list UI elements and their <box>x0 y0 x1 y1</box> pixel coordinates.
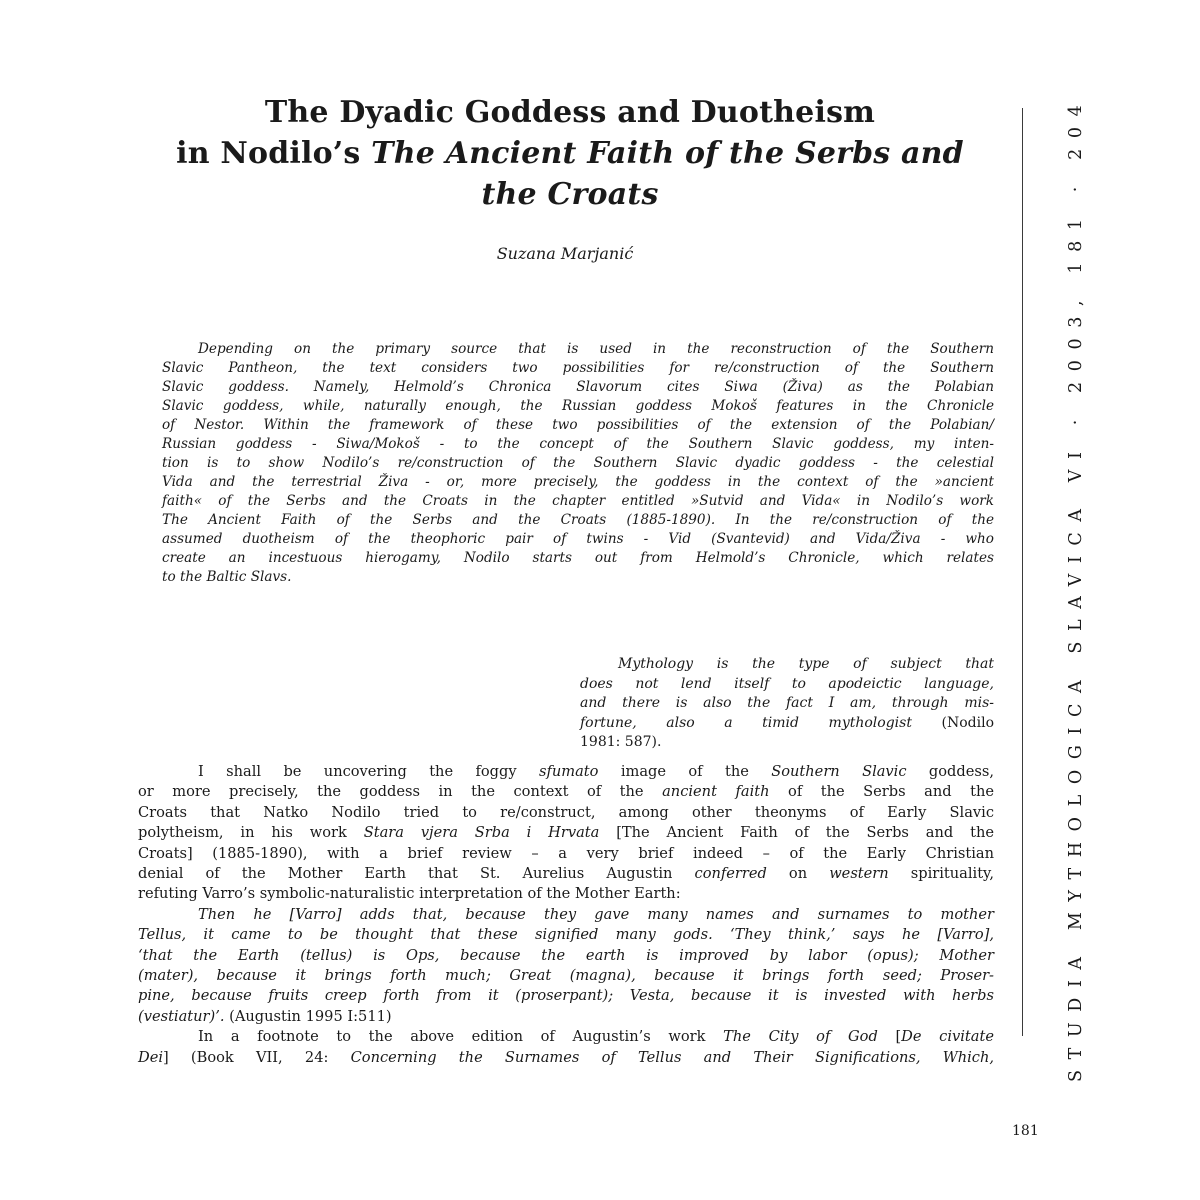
margin-rule <box>1022 108 1023 1036</box>
epigraph-citation: 1981: 587). <box>580 734 662 751</box>
quote-line: Tellus, it came to be thought that these signified many gods. ‘They think,’ says he [Varro], <box>138 926 994 944</box>
abstract-line: Depending on the primary source that is used in the reconstruction of the Southern <box>198 341 994 357</box>
abstract-line: Vida and the terrestrial Živa - or, more precisely, the goddess in the context of the »ancient <box>162 474 994 490</box>
abstract-line: to the Baltic Slavs. <box>162 569 292 585</box>
abstract-line: Slavic goddess, while, naturally enough, the Russian goddess Mokoš features in the Chronicle <box>162 398 994 414</box>
abstract-line: Russian goddess - Siwa/Mokoš - to the concept of the Southern Slavic goddess, my inten- <box>162 436 994 452</box>
quote-line: ‘that the Earth (tellus) is Ops, because the earth is improved by labor (opus); Mother <box>138 946 994 964</box>
abstract-line: Slavic Pantheon, the text considers two possibilities for re/construction of the Southern <box>162 360 994 376</box>
body-line: polytheism, in his work Stara vjera Srba i Hrvata [The Ancient Faith of the Serbs and the <box>138 824 994 842</box>
epigraph-line: and there is also the fact I am, through mis- <box>580 695 994 712</box>
quote-line: Then he [Varro] adds that, because they gave many names and surnames to mother <box>198 905 994 923</box>
body-line: Croats] (1885-1890), with a brief review – a very brief indeed – of the Early Christian <box>138 844 994 862</box>
page-number: 181 <box>1012 1123 1039 1139</box>
body-line: Croats that Natko Nodilo tried to re/construct, among other theonyms of Early Slavic <box>138 803 994 821</box>
body-line: or more precisely, the goddess in the context of the ancient faith of the Serbs and the <box>138 783 995 801</box>
journal-label: STUDIA MYTHOLOGICA SLAVICA VI · 2003, 181 · 204 <box>1066 98 1086 1082</box>
abstract-line: assumed duotheism of the theophoric pair of twins - Vid (Svantevid) and Vida/Živa - who <box>162 531 994 547</box>
epigraph-line: does not lend itself to apodeictic language, <box>580 675 994 692</box>
abstract-line: The Ancient Faith of the Serbs and the Croats (1885-1890). In the re/construction of the <box>162 512 994 528</box>
abstract-line: faith« of the Serbs and the Croats in the chapter entitled »Sutvid and Vida« in Nodilo’s work <box>162 493 994 509</box>
body-line: Dei] (Book VII, 24: Concerning the Surnames of Tellus and Their Significations, Which, <box>138 1048 995 1066</box>
epigraph <box>580 655 994 753</box>
quote-line: (mater), because it brings forth much; Great (magna), because it brings forth seed; Proser- <box>138 967 994 985</box>
epigraph-line: fortune, also a timid mythologist (Nodilo <box>580 714 994 731</box>
abstract-line: create an incestuous hierogamy, Nodilo starts out from Helmold’s Chronicle, which relates <box>162 550 994 566</box>
title-line-1: The Dyadic Goddess and Duotheism <box>264 95 876 130</box>
body-line: I shall be uncovering the foggy sfumato image of the Southern Slavic goddess, <box>198 763 994 780</box>
author-name: Suzana Marjanić <box>496 244 634 263</box>
article-title <box>150 92 990 215</box>
quote-line: pine, because fruits creep forth from it (proserpant); Vesta, because it is invested with herbs <box>138 987 994 1005</box>
title-line-2: in Nodilo’s The Ancient Faith of the Serbs and <box>176 136 964 171</box>
title-line-3: the Croats <box>481 177 659 212</box>
abstract-line: Slavic goddess. Namely, Helmold’s Chronica Slavorum cites Siwa (Živa) as the Polabian <box>162 379 994 395</box>
abstract-line: tion is to show Nodilo’s re/construction of the Southern Slavic dyadic goddess - the celestial <box>162 455 994 471</box>
body-line: refuting Varro’s symbolic-naturalistic interpretation of the Mother Earth: <box>138 885 681 903</box>
quote-line: (vestiatur)’. (Augustin 1995 I:511) <box>138 1007 392 1025</box>
body-line: In a footnote to the above edition of Augustin’s work The City of God [De civitate <box>198 1028 994 1046</box>
journal-running-head <box>1060 92 1084 1082</box>
epigraph-line: Mythology is the type of subject that <box>618 656 994 672</box>
abstract <box>162 340 994 587</box>
abstract-line: of Nestor. Within the framework of these two possibilities of the extension of the Polabian/ <box>162 417 994 433</box>
body-text <box>138 762 994 1068</box>
body-line: denial of the Mother Earth that St. Aurelius Augustin conferred on western spirituality, <box>138 865 995 883</box>
